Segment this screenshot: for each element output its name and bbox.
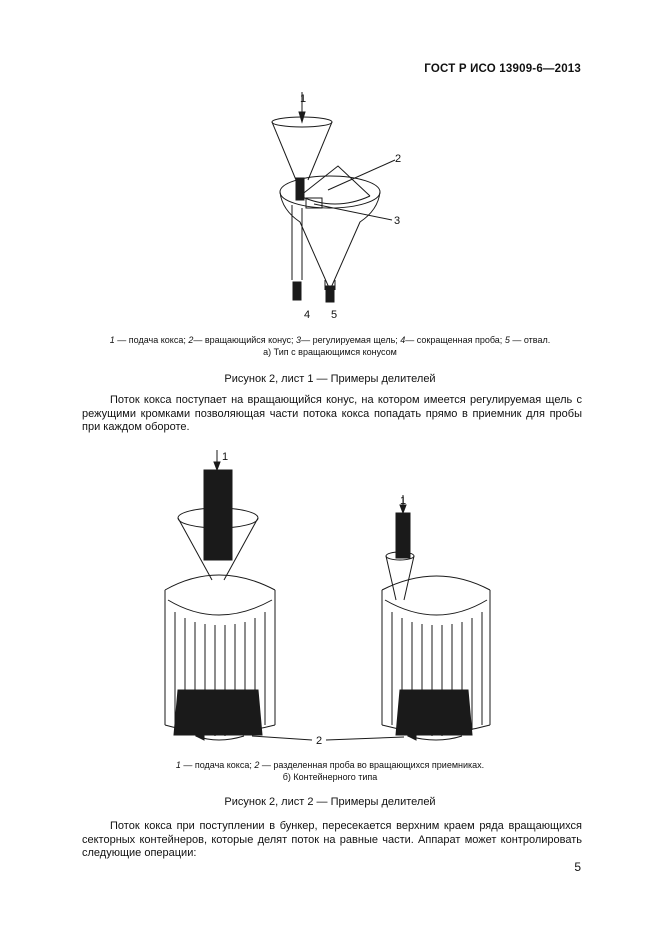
figure2-subtitle: б) Контейнерного типа xyxy=(282,772,378,782)
figure-container-type xyxy=(0,440,661,760)
callout-2: 2 xyxy=(395,153,402,165)
callout-feed-left: 1 xyxy=(222,451,229,463)
figure1-legend xyxy=(60,334,600,358)
callout-5: 5 xyxy=(331,309,338,321)
figure2-caption: Рисунок 2, лист 2 — Примеры делителей xyxy=(224,796,436,808)
figure1-subtitle: а) Тип с вращающимся конусом xyxy=(263,347,397,357)
callout-1: 1 xyxy=(300,93,307,105)
page-number: 5 xyxy=(574,860,581,874)
callout-feed-right: 1 xyxy=(400,495,407,507)
callout-3: 3 xyxy=(394,215,401,227)
callout-4: 4 xyxy=(304,309,311,321)
paragraph-2: Поток кокса при поступлении в бункер, пересекается верхним краем ряда вращающихся секторных контейнеров, которые делят поток на равные части. Аппарат может контролировать следующие операции: xyxy=(82,820,582,860)
figure1-caption: Рисунок 2, лист 1 — Примеры делителей xyxy=(224,373,436,385)
figure2-legend xyxy=(60,759,600,783)
figure1-legend-line: 1 — подача кокса; 2— вращающийся конус; 3— регулируемая щель; 4— сокращенная проба; 5 — отвал. xyxy=(109,335,551,345)
paragraph-1: Поток кокса поступает на вращающийся конус, на котором имеется регулируемая щель с режущими кромками позволяющая части потока кокса попадать прямо в приемник для пробы при каждом обороте. xyxy=(82,394,582,434)
document-header: ГОСТ Р ИСО 13909-6—2013 xyxy=(424,63,581,75)
figure2-legend-line: 1 — подача кокса; 2 — разделенная проба во вращающихся приемниках. xyxy=(175,760,485,770)
figure-rotating-cone xyxy=(0,0,661,340)
callout-sample: 2 xyxy=(316,735,323,747)
